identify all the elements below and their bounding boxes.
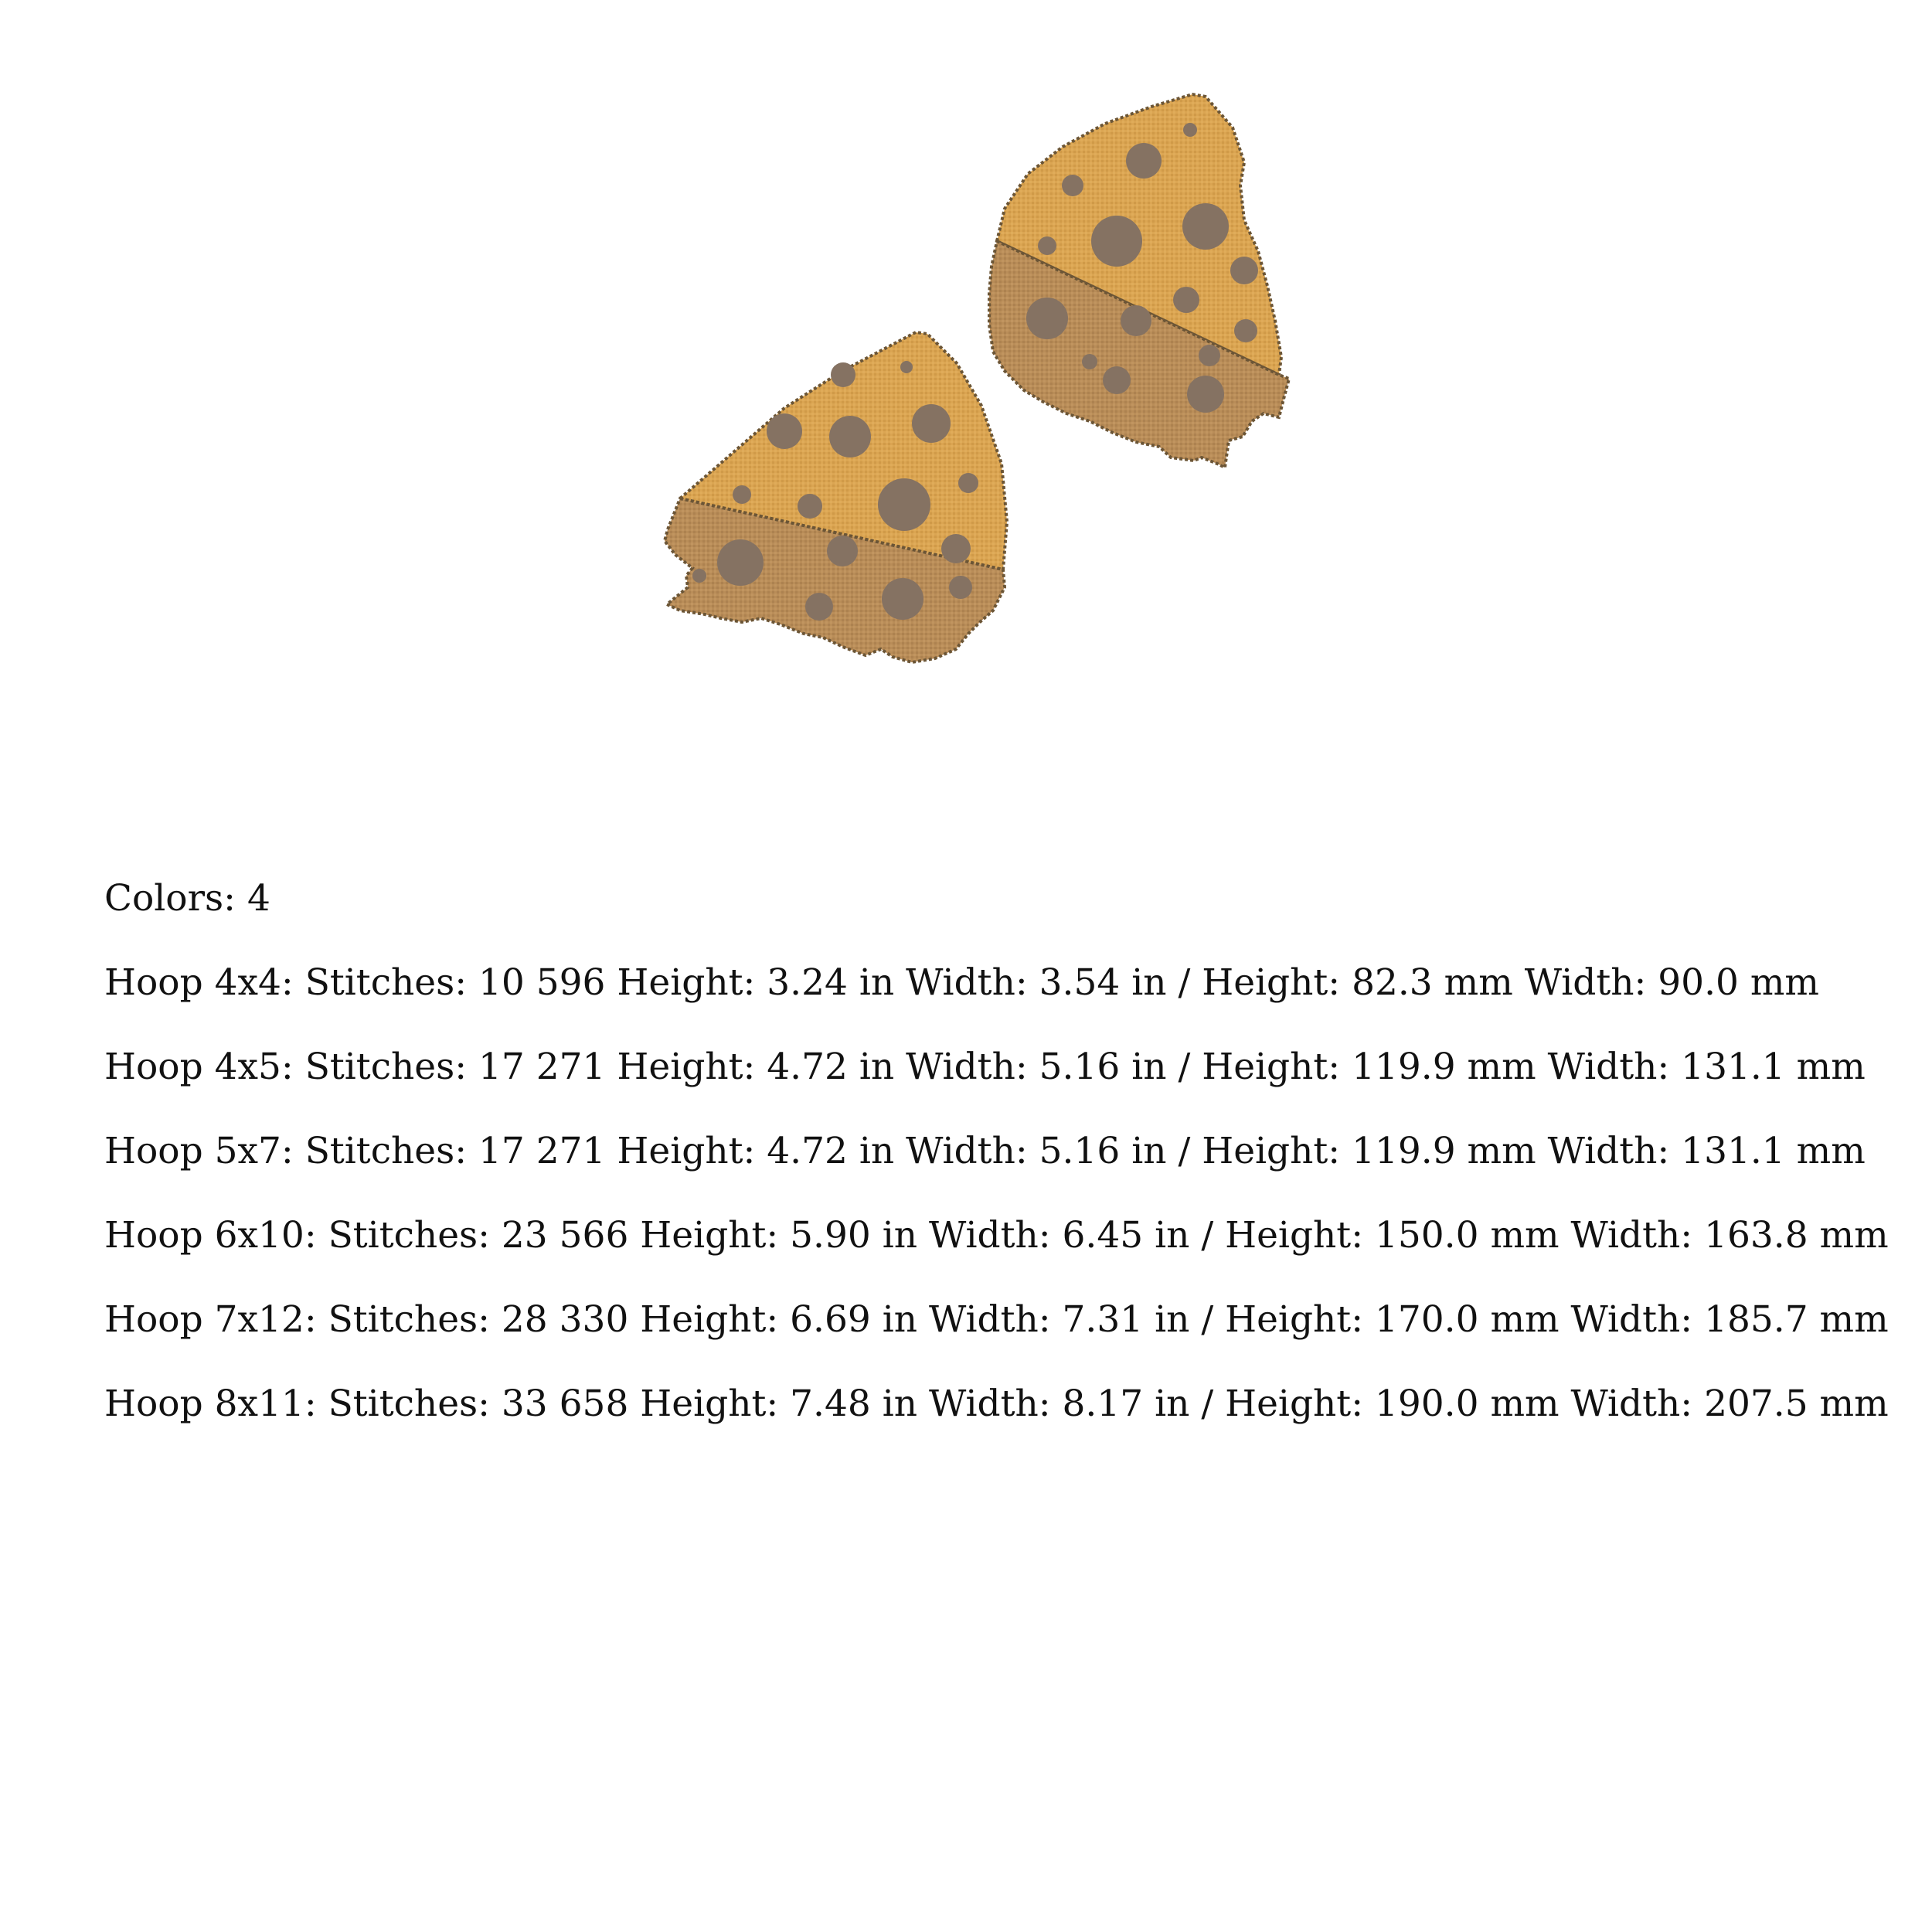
colors-count: Colors: 4 [104, 877, 270, 920]
hoop-spec-5x7: Hoop 5x7: Stitches: 17 271 Height: 4.72 in Width: 5.16 in / Height: 119.9 mm Width: 131.1 mm [104, 1130, 1866, 1172]
hoop-spec-4x5: Hoop 4x5: Stitches: 17 271 Height: 4.72 in Width: 5.16 in / Height: 119.9 mm Width: 131.1 mm [104, 1046, 1866, 1088]
cheese-wedges-icon [0, 0, 1932, 773]
right-cheese-wedge [989, 94, 1289, 468]
hoop-spec-8x11: Hoop 8x11: Stitches: 33 658 Height: 7.48 in Width: 8.17 in / Height: 190.0 mm Width: 207.5 mm [104, 1383, 1889, 1425]
left-cheese-wedge [665, 332, 1007, 662]
embroidery-specs [104, 877, 1889, 1467]
hoop-spec-6x10: Hoop 6x10: Stitches: 23 566 Height: 5.90 in Width: 6.45 in / Height: 150.0 mm Width: 163.8 mm [104, 1214, 1889, 1257]
hoop-spec-7x12: Hoop 7x12: Stitches: 28 330 Height: 6.69 in Width: 7.31 in / Height: 170.0 mm Width: 185.7 mm [104, 1298, 1889, 1341]
hoop-spec-4x4: Hoop 4x4: Stitches: 10 596 Height: 3.24 in Width: 3.54 in / Height: 82.3 mm Width: 90.0 mm [104, 961, 1819, 1004]
